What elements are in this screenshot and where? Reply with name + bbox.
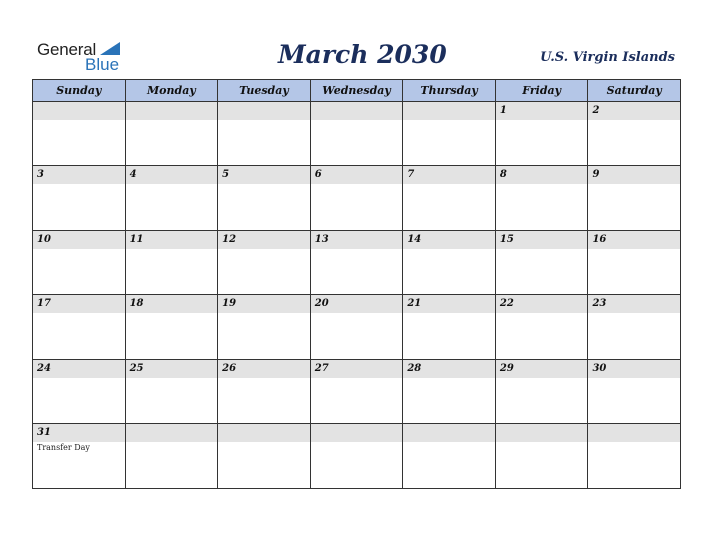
day-cell xyxy=(588,360,680,423)
generalblue-logo xyxy=(37,40,127,74)
day-cell xyxy=(126,231,219,294)
day-cell xyxy=(496,231,589,294)
week-row xyxy=(33,102,680,166)
day-number: 8 xyxy=(499,169,507,180)
week-row xyxy=(33,424,680,488)
day-header-band xyxy=(496,102,588,120)
day-cell xyxy=(403,102,496,165)
day-cell xyxy=(218,295,311,359)
day-number: 3 xyxy=(37,169,44,180)
day-cell xyxy=(588,231,680,294)
day-cell xyxy=(403,424,496,488)
day-number: 1 xyxy=(499,105,507,116)
day-cell xyxy=(126,424,219,488)
day-cell xyxy=(33,360,126,423)
weekday-header: Friday xyxy=(496,80,589,101)
day-number: 18 xyxy=(129,298,144,309)
day-cell xyxy=(496,166,589,230)
region-label: U.S. Virgin Islands xyxy=(540,50,675,65)
weekday-header: Tuesday xyxy=(218,80,311,101)
day-header-band xyxy=(218,166,310,184)
day-number: 28 xyxy=(407,363,422,374)
day-number: 31 xyxy=(37,427,51,438)
day-number: 14 xyxy=(407,234,422,245)
day-number: 29 xyxy=(499,363,514,374)
day-cell xyxy=(126,295,219,359)
day-cell xyxy=(33,231,126,294)
holiday-label: Transfer Day xyxy=(37,443,90,452)
day-number: 7 xyxy=(407,169,415,180)
day-cell xyxy=(496,102,589,165)
logo-triangle-icon xyxy=(100,42,120,55)
day-cell xyxy=(496,295,589,359)
day-cell xyxy=(311,295,404,359)
day-cell xyxy=(588,102,680,165)
day-header-band xyxy=(588,424,680,442)
day-header-band xyxy=(311,424,403,442)
day-cell xyxy=(311,102,404,165)
day-cell xyxy=(126,360,219,423)
weekday-header: Sunday xyxy=(33,80,126,101)
day-header-band xyxy=(33,166,125,184)
day-cell xyxy=(403,360,496,423)
day-cell xyxy=(311,231,404,294)
day-number: 10 xyxy=(37,234,51,245)
weekday-header: Monday xyxy=(126,80,219,101)
day-cell xyxy=(403,295,496,359)
day-header-band xyxy=(496,166,588,184)
day-header-band xyxy=(126,166,218,184)
calendar-title: March 2030 xyxy=(278,40,447,69)
day-number: 17 xyxy=(37,298,51,309)
day-number: 16 xyxy=(592,234,607,245)
weekday-header-row xyxy=(33,80,680,102)
day-cell xyxy=(496,360,589,423)
week-row xyxy=(33,231,680,295)
day-number: 19 xyxy=(222,298,237,309)
week-row xyxy=(33,295,680,360)
weekday-header: Wednesday xyxy=(311,80,404,101)
day-number: 25 xyxy=(129,363,144,374)
day-cell xyxy=(126,166,219,230)
day-cell xyxy=(588,424,680,488)
day-cell xyxy=(496,424,589,488)
day-cell xyxy=(33,102,126,165)
day-cell xyxy=(403,166,496,230)
day-header-band xyxy=(311,166,403,184)
day-cell xyxy=(403,231,496,294)
weekday-header: Thursday xyxy=(403,80,496,101)
day-number: 27 xyxy=(314,363,329,374)
day-number: 26 xyxy=(222,363,237,374)
day-cell xyxy=(218,102,311,165)
day-header-band xyxy=(218,424,310,442)
day-number: 20 xyxy=(314,298,329,309)
weekday-header: Saturday xyxy=(606,84,662,97)
day-cell xyxy=(33,424,126,488)
day-number: 4 xyxy=(129,169,137,180)
day-number: 22 xyxy=(499,298,514,309)
week-row xyxy=(33,360,680,424)
day-cell xyxy=(33,295,126,359)
day-header-band xyxy=(403,102,495,120)
day-cell xyxy=(218,360,311,423)
logo-blue-text: Blue xyxy=(85,55,120,74)
day-number: 9 xyxy=(592,169,600,180)
day-cell xyxy=(218,166,311,230)
day-cell xyxy=(218,424,311,488)
day-number: 2 xyxy=(592,105,600,116)
week-row xyxy=(33,166,680,231)
day-header-band xyxy=(126,102,218,120)
day-number: 5 xyxy=(222,169,230,180)
calendar-grid xyxy=(32,79,681,489)
day-number: 6 xyxy=(314,169,322,180)
day-cell xyxy=(33,166,126,230)
day-header-band xyxy=(403,166,495,184)
day-number: 30 xyxy=(592,363,607,374)
day-header-band xyxy=(496,424,588,442)
day-header-band xyxy=(588,102,680,120)
day-header-band xyxy=(311,102,403,120)
logo-general-text: General xyxy=(37,40,97,59)
day-header-band xyxy=(218,102,310,120)
day-number: 12 xyxy=(222,234,237,245)
day-number: 23 xyxy=(592,298,607,309)
day-cell xyxy=(311,166,404,230)
day-number: 15 xyxy=(499,234,514,245)
day-cell xyxy=(588,166,680,230)
day-header-band xyxy=(403,424,495,442)
day-header-band xyxy=(33,102,125,120)
day-cell xyxy=(218,231,311,294)
day-cell xyxy=(126,102,219,165)
day-header-band xyxy=(126,424,218,442)
day-cell xyxy=(311,424,404,488)
day-cell xyxy=(588,295,680,359)
day-number: 21 xyxy=(407,298,422,309)
day-number: 24 xyxy=(37,363,51,374)
day-number: 11 xyxy=(129,234,144,245)
day-number: 13 xyxy=(314,234,329,245)
day-cell xyxy=(311,360,404,423)
day-header-band xyxy=(588,166,680,184)
